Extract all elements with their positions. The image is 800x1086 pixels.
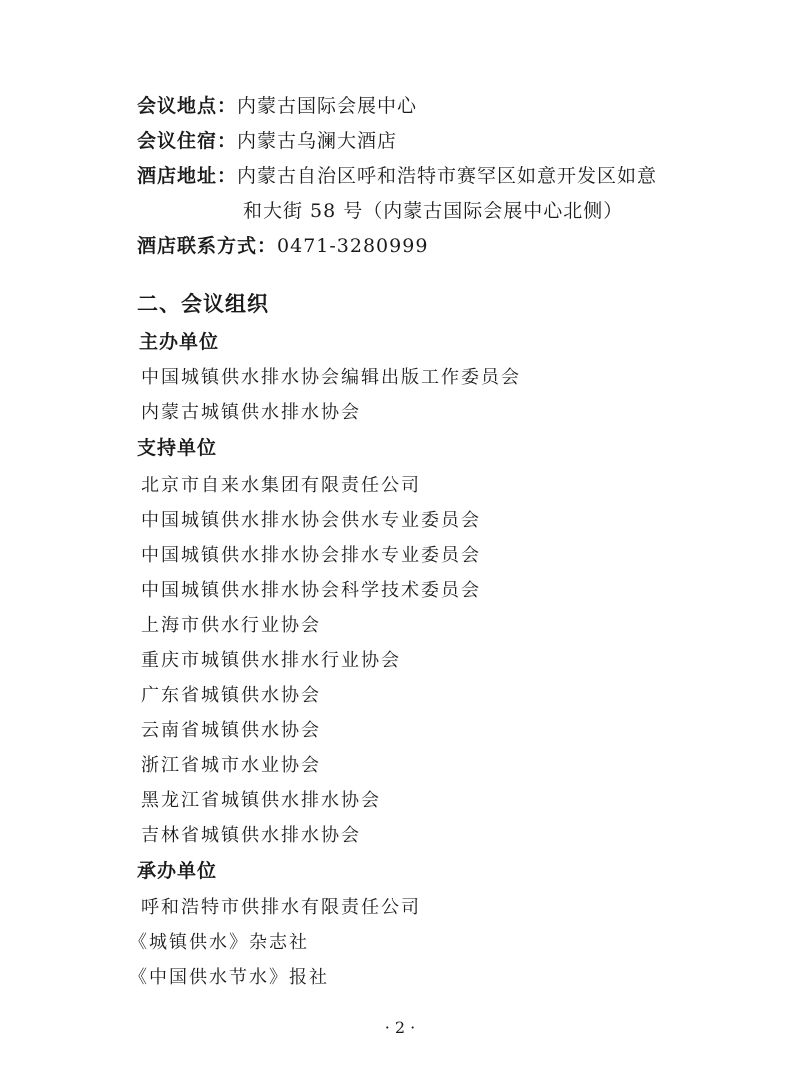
list-item: 内蒙古城镇供水排水协会 bbox=[141, 402, 361, 423]
accommodation-label: 会议住宿： bbox=[137, 130, 238, 152]
list-item: 吉林省城镇供水排水协会 bbox=[141, 825, 361, 846]
list-item: 浙江省城市水业协会 bbox=[141, 755, 321, 776]
list-item: 黑龙江省城镇供水排水协会 bbox=[141, 790, 381, 811]
list-item: 中国城镇供水排水协会科学技术委员会 bbox=[141, 580, 481, 601]
supporters-heading: 支持单位 bbox=[137, 437, 218, 459]
venue-row bbox=[137, 94, 417, 118]
hosts-heading: 承办单位 bbox=[137, 860, 218, 882]
hotel-contact-label: 酒店联系方式： bbox=[137, 235, 278, 257]
list-item: 呼和浩特市供排水有限责任公司 bbox=[141, 897, 421, 918]
section-title-organization: 二、会议组织 bbox=[137, 292, 269, 316]
hotel-contact-row bbox=[137, 234, 428, 258]
hotel-address-line2-row bbox=[243, 199, 623, 223]
list-item: 《城镇供水》杂志社 bbox=[129, 932, 309, 953]
organizers-heading: 主办单位 bbox=[139, 331, 220, 353]
venue-label: 会议地点： bbox=[137, 95, 238, 117]
list-item: 重庆市城镇供水排水行业协会 bbox=[141, 650, 401, 671]
list-item: 《中国供水节水》报社 bbox=[129, 967, 329, 988]
list-item: 北京市自来水集团有限责任公司 bbox=[141, 475, 421, 496]
hotel-address-line1: 内蒙古自治区呼和浩特市赛罕区如意开发区如意 bbox=[237, 165, 658, 187]
hotel-contact-value: 0471-3280999 bbox=[277, 235, 429, 257]
list-item: 上海市供水行业协会 bbox=[141, 615, 321, 636]
hotel-address-row bbox=[137, 164, 657, 188]
list-item: 中国城镇供水排水协会供水专业委员会 bbox=[141, 510, 481, 531]
venue-value: 内蒙古国际会展中心 bbox=[237, 95, 418, 117]
hotel-address-line2: 和大街 58 号（内蒙古国际会展中心北侧） bbox=[243, 200, 624, 222]
page-number: · 2 · bbox=[384, 1018, 416, 1037]
list-item: 云南省城镇供水协会 bbox=[141, 720, 321, 741]
list-item: 广东省城镇供水协会 bbox=[141, 685, 321, 706]
list-item: 中国城镇供水排水协会编辑出版工作委员会 bbox=[141, 367, 521, 388]
hotel-address-label: 酒店地址： bbox=[137, 165, 238, 187]
accommodation-row bbox=[137, 129, 397, 153]
accommodation-value: 内蒙古乌澜大酒店 bbox=[237, 130, 398, 152]
list-item: 中国城镇供水排水协会排水专业委员会 bbox=[141, 545, 481, 566]
